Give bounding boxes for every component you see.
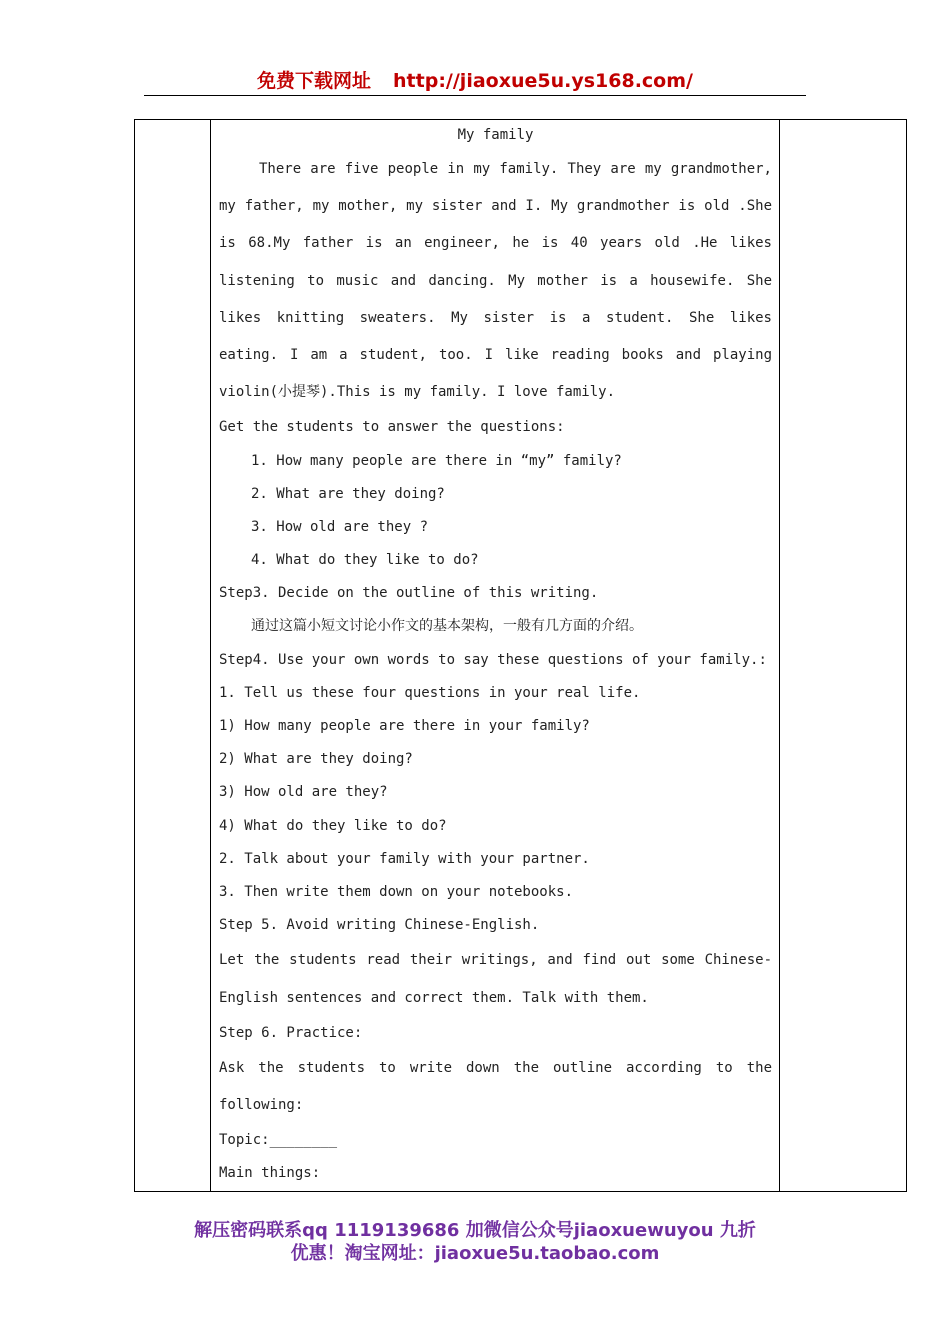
passage-title: My family — [457, 127, 534, 143]
step3-note: 通过这篇小短文讨论小作文的基本架构，一般有几方面的介绍。 — [251, 618, 643, 635]
question-item: 3. How old are they ? — [251, 518, 429, 535]
step5-line: Let the students read their writings, and find out some Chinese- — [219, 952, 772, 969]
topic-line: Topic:________ — [219, 1132, 338, 1149]
question-item: 1. How many people are there in “my” family? — [251, 452, 622, 469]
left-column — [135, 120, 211, 1192]
passage-line: eating. I am a student, too. I like reading books and playing — [219, 346, 772, 363]
content-column — [211, 120, 780, 1192]
step4-item: 1. Tell us these four questions in your real life. — [219, 684, 641, 701]
header-url[interactable]: http://jiaoxue5u.ys168.com/ — [393, 70, 693, 92]
question-item: 4. What do they like to do? — [251, 552, 479, 569]
step5-line: English sentences and correct them. Talk with them. — [219, 989, 649, 1006]
step4-heading: Step4. Use your own words to say these questions of your family.: — [219, 651, 767, 668]
step6-line: Ask the students to write down the outline according to the — [219, 1059, 772, 1076]
footer-line-1: 解压密码联系qq 1119139686 加微信公众号jiaoxuewuyou 九折 — [194, 1220, 756, 1241]
passage-line: is 68.My father is an engineer, he is 40 years old .He likes — [219, 235, 772, 252]
step4-item: 2) What are they doing? — [219, 751, 413, 768]
passage-line: likes knitting sweaters. My sister is a student. She likes — [219, 309, 772, 326]
passage-line: my father, my mother, my sister and I. My grandmother is old .She — [219, 198, 772, 215]
question-item: 2. What are they doing? — [251, 485, 445, 502]
passage-line: listening to music and dancing. My mother is a housewife. She — [219, 272, 772, 289]
step3-heading: Step3. Decide on the outline of this writing. — [219, 585, 599, 602]
step4-item: 1) How many people are there in your family? — [219, 718, 590, 734]
footer-line-2: 优惠！淘宝网址：jiaoxue5u.taobao.com — [290, 1243, 660, 1264]
step6-line: following: — [219, 1097, 304, 1114]
questions-intro: Get the students to answer the questions: — [219, 419, 565, 436]
page-footer — [0, 1219, 950, 1265]
step4-item: 3. Then write them down on your notebooks. — [219, 883, 574, 900]
step6-heading: Step 6. Practice: — [219, 1024, 363, 1041]
step4-item: 2. Talk about your family with your partner. — [219, 850, 590, 867]
step4-item: 3) How old are they? — [219, 784, 388, 801]
main-things-line: Main things: — [219, 1165, 321, 1182]
lesson-content — [211, 120, 779, 1191]
right-column — [780, 120, 907, 1192]
passage-line: violin(小提琴).This is my family. I love family. — [219, 384, 616, 401]
step4-item: 4) What do they like to do? — [219, 817, 447, 834]
step5-heading: Step 5. Avoid writing Chinese-English. — [219, 917, 540, 934]
page-header — [144, 66, 806, 96]
passage-line: There are five people in my family. They are my grandmother, — [259, 161, 772, 177]
lesson-table — [134, 119, 907, 1192]
header-label: 免费下载网址 — [257, 70, 372, 92]
